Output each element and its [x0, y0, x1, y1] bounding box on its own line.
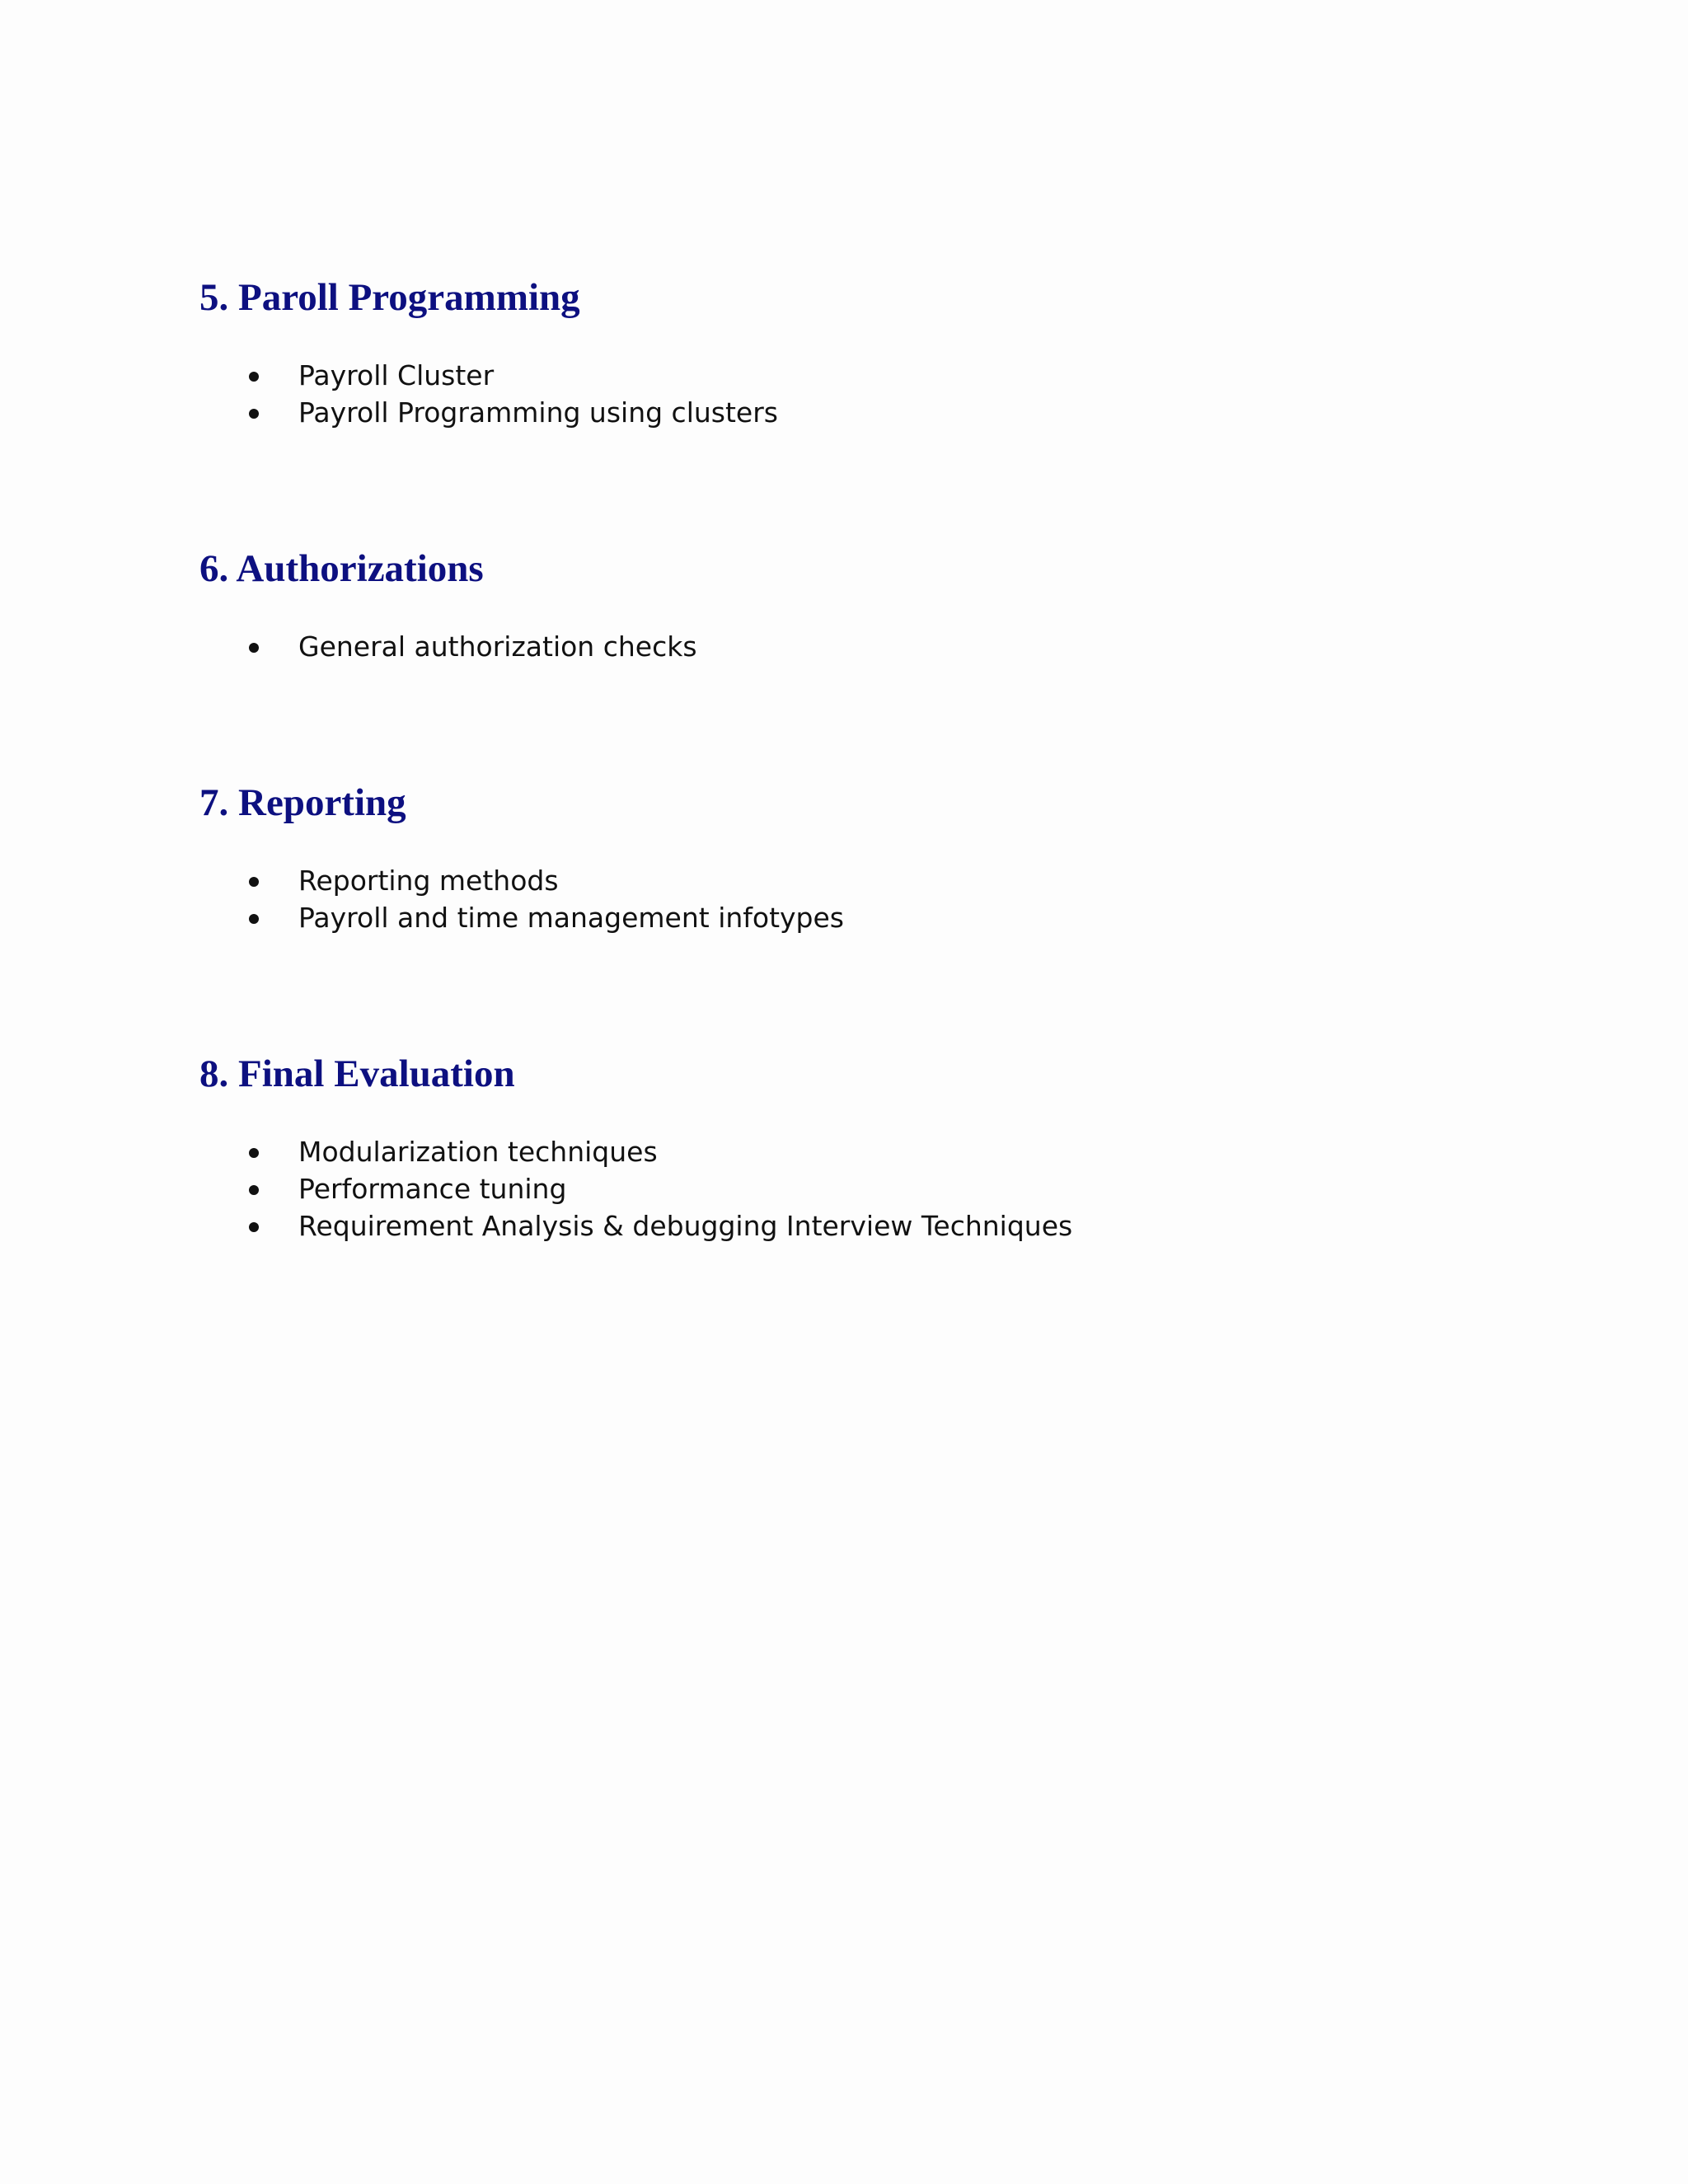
list-item-text: Reporting methods — [298, 865, 559, 897]
bullet-icon — [249, 877, 259, 887]
list-item-text: Payroll Cluster — [298, 359, 495, 391]
section-authorizations — [199, 546, 1518, 663]
section-title: 6. Authorizations — [199, 547, 484, 590]
bullet-icon — [249, 1185, 259, 1195]
bullet-icon — [249, 643, 259, 653]
list-item-text: Modularization techniques — [298, 1136, 658, 1168]
section-final-evaluation — [199, 1051, 1518, 1242]
section-payroll-programming — [199, 274, 1518, 429]
list-item-text: Requirement Analysis & debugging Interview Techniques — [298, 1210, 1073, 1242]
bullet-icon — [249, 372, 259, 382]
list-item-text: Performance tuning — [298, 1173, 567, 1205]
list-item-text: Payroll and time management infotypes — [298, 902, 844, 934]
bullet-icon — [249, 914, 259, 924]
section-title: 7. Reporting — [199, 781, 406, 824]
list-item-text: General authorization checks — [298, 630, 697, 663]
list-item-text: Payroll Programming using clusters — [298, 396, 778, 429]
section-title: 5. Paroll Programming — [199, 276, 580, 319]
section-reporting — [199, 780, 1518, 934]
bullet-icon — [249, 409, 259, 419]
section-title: 8. Final Evaluation — [199, 1052, 515, 1095]
bullet-icon — [249, 1222, 259, 1232]
bullet-icon — [249, 1148, 259, 1158]
